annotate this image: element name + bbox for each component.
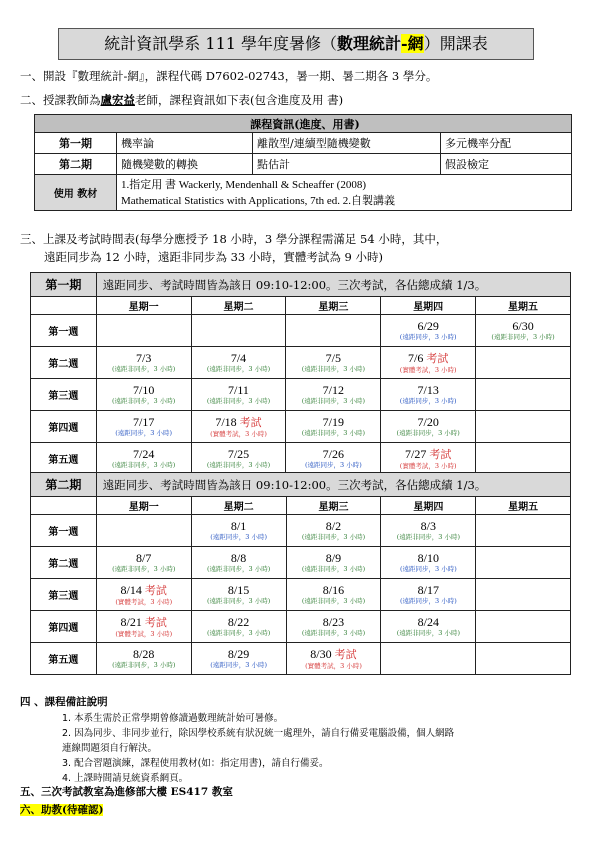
session-date-value: 8/23 bbox=[322, 615, 345, 629]
session-date-value: 8/17 bbox=[417, 583, 440, 597]
session-type-tag: (遠距非同步，3 小時) bbox=[112, 397, 176, 405]
class-session bbox=[381, 379, 476, 411]
class-session bbox=[286, 515, 381, 547]
class-session bbox=[191, 515, 286, 547]
week-label: 第四週 bbox=[31, 411, 97, 443]
session-type-tag: (遠距非同步，3 小時) bbox=[396, 629, 460, 637]
section-3-line1: 三、上課及考試時間表(每學分應授予 18 小時，3 學分課程需滿足 54 小時，其中， bbox=[20, 232, 448, 246]
exam-label: 考試 bbox=[144, 584, 167, 597]
class-session bbox=[476, 315, 571, 347]
session-date-value: 7/19 bbox=[322, 415, 345, 429]
week-label: 第二週 bbox=[31, 547, 97, 579]
class-session bbox=[191, 347, 286, 379]
section-4-title: 四 、課程備註說明 bbox=[20, 696, 108, 708]
phase-row bbox=[31, 473, 571, 497]
week-label: 第三週 bbox=[31, 379, 97, 411]
empty-cell bbox=[96, 515, 191, 547]
phase-row bbox=[31, 273, 571, 297]
session-type-tag: (遠距非同步，3 小時) bbox=[301, 597, 366, 605]
section-2-suffix: 老師，課程資訊如下表(包含進度及用 書) bbox=[135, 93, 344, 107]
day-header: 星期二 bbox=[191, 497, 286, 515]
session-date bbox=[381, 319, 475, 333]
section-5: 五、三次考試教室為進修部大樓 ES417 教室 bbox=[20, 786, 233, 798]
info-p2-label: 第二期 bbox=[35, 154, 117, 175]
phase1-table bbox=[30, 272, 571, 475]
page-title bbox=[58, 28, 534, 60]
empty-cell bbox=[476, 443, 571, 475]
info-book-line2: Mathematical Statistics with Applications, 7th ed. 2.自製講義 bbox=[121, 194, 396, 207]
session-date-value: 8/10 bbox=[417, 551, 440, 565]
session-date-value: 7/25 bbox=[227, 447, 250, 461]
day-header: 星期三 bbox=[286, 497, 381, 515]
session-type-tag: (遠距非同步，3 小時) bbox=[301, 629, 366, 637]
class-session bbox=[381, 547, 476, 579]
week-row bbox=[31, 579, 571, 611]
day-header: 星期四 bbox=[381, 297, 476, 315]
session-type-tag: (遠距非同步，3 小時) bbox=[112, 661, 176, 669]
week-row bbox=[31, 379, 571, 411]
session-date-value: 8/15 bbox=[227, 583, 250, 597]
session-type-tag: (實體考試，3 小時) bbox=[210, 429, 267, 438]
info-p2-c2: 點估計 bbox=[253, 154, 441, 175]
session-type-tag: (遠距非同步，3 小時) bbox=[301, 365, 365, 373]
course-info-table bbox=[34, 114, 572, 211]
session-type-tag: (遠距非同步，3 小時) bbox=[491, 333, 555, 341]
section-6-label: 六、助教(待確認) bbox=[20, 804, 104, 816]
session-date-value: 7/17 bbox=[132, 415, 155, 429]
session-type-tag: (遠距非同步，3 小時) bbox=[206, 565, 271, 573]
day-header: 星期五 bbox=[476, 297, 571, 315]
session-type-tag: (實體考試，3 小時) bbox=[115, 629, 173, 638]
class-session bbox=[381, 347, 476, 379]
day-header-blank bbox=[31, 497, 97, 515]
session-date-value: 7/11 bbox=[228, 383, 249, 397]
empty-cell bbox=[476, 547, 571, 579]
session-date-value: 8/24 bbox=[417, 615, 440, 629]
session-type-tag: (遠距非同步，3 小時) bbox=[396, 533, 460, 541]
phase2-table bbox=[30, 472, 571, 675]
session-type-tag: (遠距同步，3 小時) bbox=[399, 565, 457, 573]
class-session bbox=[96, 347, 191, 379]
exam-label: 考試 bbox=[239, 416, 262, 429]
class-session bbox=[286, 443, 381, 475]
week-label: 第一週 bbox=[31, 315, 97, 347]
week-row bbox=[31, 443, 571, 475]
session-type-tag: (遠距非同步，3 小時) bbox=[112, 565, 176, 573]
session-type-tag: (遠距非同步，3 小時) bbox=[206, 461, 271, 469]
phase2-label: 第二期 bbox=[31, 473, 97, 497]
empty-cell bbox=[381, 643, 476, 675]
class-session bbox=[96, 379, 191, 411]
session-date bbox=[192, 415, 286, 430]
week-row bbox=[31, 347, 571, 379]
class-session bbox=[191, 611, 286, 643]
info-p2-c1: 隨機變數的轉換 bbox=[117, 154, 253, 175]
session-date-value: 8/8 bbox=[230, 551, 247, 565]
title-suffix: ）開課表 bbox=[423, 34, 488, 53]
class-session bbox=[191, 579, 286, 611]
session-date bbox=[97, 415, 191, 429]
session-date bbox=[97, 551, 191, 565]
week-label: 第五週 bbox=[31, 443, 97, 475]
session-date bbox=[97, 447, 191, 461]
session-date bbox=[287, 519, 381, 533]
empty-cell bbox=[476, 379, 571, 411]
session-date-value: 8/22 bbox=[227, 615, 250, 629]
session-date bbox=[381, 383, 475, 397]
session-date-value: 7/13 bbox=[417, 383, 439, 397]
week-row bbox=[31, 315, 571, 347]
class-session bbox=[286, 347, 381, 379]
info-book-label: 使用 教材 bbox=[35, 175, 117, 211]
session-type-tag: (遠距非同步，3 小時) bbox=[112, 461, 176, 469]
empty-cell bbox=[96, 315, 191, 347]
class-session bbox=[96, 443, 191, 475]
class-session bbox=[286, 379, 381, 411]
week-row bbox=[31, 643, 571, 675]
session-type-tag: (遠距非同步，3 小時) bbox=[301, 565, 366, 573]
session-date bbox=[97, 647, 191, 661]
session-date bbox=[192, 583, 286, 597]
session-type-tag: (遠距非同步，3 小時) bbox=[301, 429, 365, 437]
session-type-tag: (遠距同步，3 小時) bbox=[399, 597, 457, 605]
phase1-label: 第一期 bbox=[31, 273, 97, 297]
day-header: 星期二 bbox=[191, 297, 286, 315]
info-book-line1: 1.指定用 書 Wackerly, Mendenhall & Scheaffer (2008) bbox=[121, 178, 367, 191]
week-row bbox=[31, 515, 571, 547]
session-date-value: 8/2 bbox=[325, 519, 342, 533]
week-row bbox=[31, 611, 571, 643]
info-header: 課程資訊(進度、用書) bbox=[35, 115, 572, 133]
session-date bbox=[286, 415, 380, 429]
week-label: 第四週 bbox=[31, 611, 97, 643]
info-p1-label: 第一期 bbox=[35, 133, 117, 154]
title-prefix: 統計資訊學系 111 學年度暑修（ bbox=[104, 34, 338, 53]
session-type-tag: (遠距非同步，3 小時) bbox=[206, 629, 271, 637]
day-header-row bbox=[31, 497, 571, 515]
session-date-value: 8/28 bbox=[133, 647, 155, 661]
session-date-value: 7/12 bbox=[322, 383, 345, 397]
empty-cell bbox=[476, 347, 571, 379]
class-session bbox=[191, 411, 286, 443]
session-type-tag: (實體考試，3 小時) bbox=[399, 461, 457, 470]
empty-cell bbox=[476, 579, 571, 611]
title-highlight: -網 bbox=[401, 34, 424, 53]
session-date bbox=[192, 383, 286, 397]
session-date-value: 7/3 bbox=[135, 351, 152, 365]
session-date-value: 7/10 bbox=[132, 383, 155, 397]
class-session bbox=[286, 411, 381, 443]
class-session bbox=[96, 579, 191, 611]
session-date bbox=[381, 615, 475, 629]
week-label: 第五週 bbox=[31, 643, 97, 675]
session-date bbox=[381, 447, 475, 462]
session-date bbox=[381, 351, 475, 366]
week-label: 第一週 bbox=[31, 515, 97, 547]
class-session bbox=[96, 643, 191, 675]
note-item: 1. 本系生需於正常學期曾修讀過數理統計始可暑修。 bbox=[62, 713, 284, 724]
class-session bbox=[191, 547, 286, 579]
note-item: 4. 上課時間請見統資系網頁。 bbox=[62, 773, 189, 784]
week-label: 第三週 bbox=[31, 579, 97, 611]
session-date-value: 8/9 bbox=[325, 551, 342, 565]
session-date-value: 8/21 bbox=[120, 614, 142, 629]
session-type-tag: (遠距非同步，3 小時) bbox=[206, 365, 271, 373]
session-date bbox=[287, 615, 381, 629]
session-date bbox=[286, 447, 380, 461]
phase1-note: 遠距同步、考試時間皆為該日 09:10-12:00。三次考試，各佔總成績 1/3。 bbox=[96, 273, 570, 297]
session-date bbox=[192, 351, 286, 365]
day-header: 星期一 bbox=[96, 497, 191, 515]
session-date bbox=[97, 583, 191, 598]
week-row bbox=[31, 411, 571, 443]
session-type-tag: (遠距同步，3 小時) bbox=[210, 661, 267, 669]
session-date-value: 8/3 bbox=[420, 519, 437, 533]
session-type-tag: (實體考試，3 小時) bbox=[115, 597, 173, 606]
class-session bbox=[191, 443, 286, 475]
session-date-value: 6/29 bbox=[417, 319, 439, 333]
session-date bbox=[381, 551, 475, 565]
session-date-value: 7/24 bbox=[132, 447, 155, 461]
session-date bbox=[287, 583, 381, 597]
session-date-value: 8/30 bbox=[310, 646, 332, 661]
session-type-tag: (遠距非同步，3 小時) bbox=[206, 597, 271, 605]
day-header: 星期四 bbox=[381, 497, 476, 515]
empty-cell bbox=[286, 315, 381, 347]
session-type-tag: (遠距同步，3 小時) bbox=[210, 533, 267, 541]
session-type-tag: (遠距同步，3 小時) bbox=[399, 333, 457, 341]
session-date bbox=[381, 583, 475, 597]
class-session bbox=[381, 315, 476, 347]
empty-cell bbox=[476, 643, 571, 675]
section-1: 一、開設『數理統計-網』，課程代碼 D7602-02743，暑一期、暑二期各 3 學分。 bbox=[20, 69, 438, 83]
phase2-note: 遠距同步、考試時間皆為該日 09:10-12:00。三次考試，各佔總成績 1/3。 bbox=[96, 473, 570, 497]
session-date bbox=[192, 551, 286, 565]
session-date-value: 7/6 bbox=[408, 350, 424, 365]
class-session bbox=[286, 643, 381, 675]
exam-label: 考試 bbox=[429, 448, 452, 461]
note-item: 3. 配合習題演練，課程使用教材(如：指定用書)，請自行備妥。 bbox=[62, 758, 329, 769]
session-type-tag: (遠距非同步，3 小時) bbox=[206, 397, 271, 405]
exam-label: 考試 bbox=[334, 648, 357, 661]
session-date bbox=[192, 519, 286, 533]
day-header: 星期五 bbox=[476, 497, 571, 515]
title-course: 數理統計 bbox=[337, 34, 402, 53]
session-date-value: 8/1 bbox=[230, 519, 247, 533]
class-session bbox=[381, 515, 476, 547]
info-p1-c1: 機率論 bbox=[117, 133, 253, 154]
class-session bbox=[96, 611, 191, 643]
session-date bbox=[381, 415, 475, 429]
class-session bbox=[286, 547, 381, 579]
week-row bbox=[31, 547, 571, 579]
day-header: 星期一 bbox=[96, 297, 191, 315]
class-session bbox=[286, 611, 381, 643]
empty-cell bbox=[476, 411, 571, 443]
session-date bbox=[287, 551, 381, 565]
session-date-value: 7/18 bbox=[215, 414, 237, 429]
session-date-value: 7/26 bbox=[322, 447, 345, 461]
empty-cell bbox=[191, 315, 286, 347]
session-date-value: 8/29 bbox=[227, 647, 250, 661]
session-type-tag: (遠距非同步，3 小時) bbox=[301, 533, 366, 541]
session-date-value: 6/30 bbox=[512, 319, 534, 333]
note-item: 2. 因為同步、非同步並行，除因學校系統有狀況統一處理外，請自行備妥電腦設備，個人網路 bbox=[62, 728, 455, 739]
session-date-value: 7/4 bbox=[230, 351, 247, 365]
class-session bbox=[381, 579, 476, 611]
section-2 bbox=[20, 92, 343, 108]
session-date-value: 8/14 bbox=[120, 582, 142, 597]
section-6 bbox=[20, 802, 103, 818]
session-date-value: 8/7 bbox=[136, 551, 152, 565]
session-date bbox=[97, 351, 191, 365]
note-item: 連線問題須自行解決。 bbox=[62, 743, 158, 754]
class-session bbox=[96, 411, 191, 443]
session-type-tag: (實體考試，3 小時) bbox=[305, 661, 362, 670]
empty-cell bbox=[476, 515, 571, 547]
class-session bbox=[191, 643, 286, 675]
session-date bbox=[381, 519, 475, 533]
session-date-value: 7/27 bbox=[405, 446, 427, 461]
session-date bbox=[476, 319, 570, 333]
class-session bbox=[381, 611, 476, 643]
section-2-prefix: 二、授課教師為 bbox=[20, 93, 101, 107]
class-session bbox=[96, 547, 191, 579]
session-type-tag: (實體考試，3 小時) bbox=[399, 365, 457, 374]
session-type-tag: (遠距同步，3 小時) bbox=[399, 397, 457, 405]
info-p1-c3: 多元機率分配 bbox=[441, 133, 572, 154]
empty-cell bbox=[476, 611, 571, 643]
exam-label: 考試 bbox=[144, 616, 167, 629]
session-date bbox=[97, 615, 191, 630]
day-header-blank bbox=[31, 297, 97, 315]
info-p1-c2: 離散型/連續型隨機變數 bbox=[253, 133, 441, 154]
week-label: 第二週 bbox=[31, 347, 97, 379]
session-type-tag: (遠距同步，3 小時) bbox=[115, 429, 173, 437]
session-type-tag: (遠距非同步，3 小時) bbox=[396, 429, 460, 437]
session-date bbox=[97, 383, 191, 397]
class-session bbox=[286, 579, 381, 611]
class-session bbox=[381, 443, 476, 475]
session-type-tag: (遠距同步，3 小時) bbox=[304, 461, 362, 469]
session-date bbox=[192, 615, 286, 629]
class-session bbox=[381, 411, 476, 443]
class-session bbox=[191, 379, 286, 411]
day-header-row bbox=[31, 297, 571, 315]
session-date bbox=[192, 447, 286, 461]
session-date bbox=[286, 383, 380, 397]
session-date bbox=[192, 647, 286, 661]
session-date bbox=[286, 351, 380, 365]
info-p2-c3: 假設檢定 bbox=[441, 154, 572, 175]
exam-label: 考試 bbox=[426, 352, 449, 365]
session-date-value: 7/5 bbox=[325, 351, 342, 365]
session-date-value: 7/20 bbox=[417, 415, 439, 429]
section-3-line2: 遠距同步為 12 小時，遠距非同步為 33 小時，實體考試為 9 小時) bbox=[44, 250, 383, 264]
teacher-name: 盧宏益 bbox=[100, 93, 135, 107]
session-type-tag: (遠距非同步，3 小時) bbox=[112, 365, 176, 373]
session-type-tag: (遠距非同步，3 小時) bbox=[301, 397, 365, 405]
session-date-value: 8/16 bbox=[322, 583, 345, 597]
session-date bbox=[287, 647, 381, 662]
day-header: 星期三 bbox=[286, 297, 381, 315]
info-book bbox=[117, 175, 572, 211]
